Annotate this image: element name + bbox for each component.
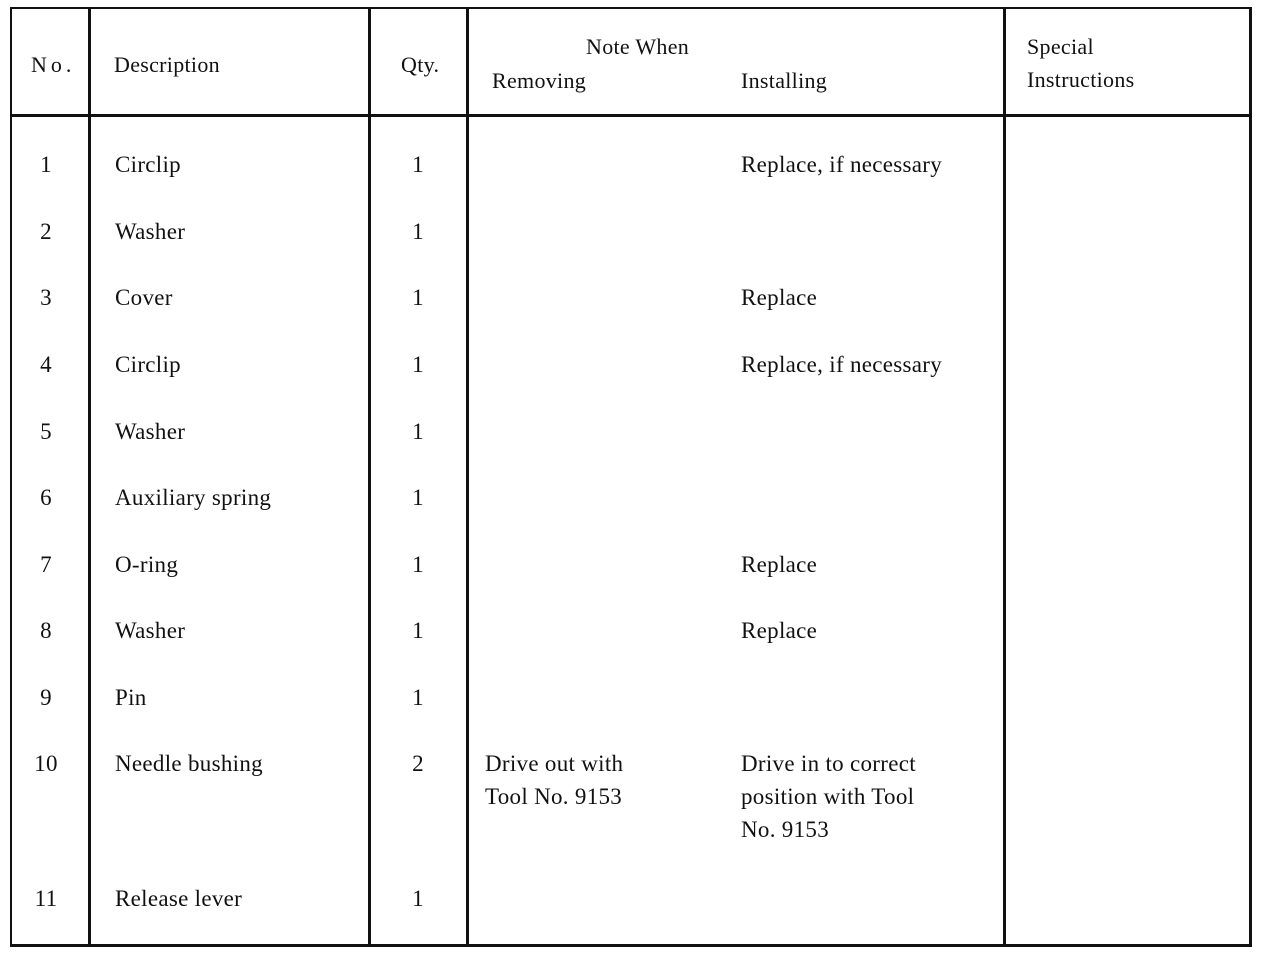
- column-divider: [368, 7, 371, 947]
- cell-description: Washer: [115, 419, 186, 444]
- cell-qty: 1: [412, 285, 424, 310]
- cell-no: 4: [40, 352, 52, 377]
- cell-description: Auxiliary spring: [115, 485, 272, 510]
- header-special-line2: Instructions: [1027, 67, 1135, 92]
- header-divider: [10, 114, 1252, 117]
- header-removing: Removing: [492, 68, 587, 93]
- column-divider: [88, 7, 91, 947]
- cell-qty: 1: [412, 552, 424, 577]
- table-top-border: [10, 7, 1252, 9]
- cell-description: Pin: [115, 685, 147, 710]
- cell-no: 5: [40, 419, 52, 444]
- header-note-when: Note When: [586, 34, 690, 59]
- cell-installing: Replace, if necessary: [741, 352, 943, 377]
- cell-qty: 1: [412, 152, 424, 177]
- cell-qty: 1: [412, 219, 424, 244]
- cell-qty: 1: [412, 618, 424, 643]
- cell-no: 1: [40, 152, 52, 177]
- cell-no: 2: [40, 219, 52, 244]
- cell-removing: Drive out with Tool No. 9153: [485, 751, 624, 809]
- cell-no: 6: [40, 485, 52, 510]
- cell-description: Needle bushing: [115, 751, 263, 776]
- header-qty: Qty.: [401, 52, 440, 77]
- table-right-border: [1249, 7, 1252, 947]
- header-description: Description: [114, 52, 220, 77]
- cell-no: 7: [40, 552, 52, 577]
- cell-qty: 1: [412, 685, 424, 710]
- cell-description: O-ring: [115, 552, 179, 577]
- header-installing: Installing: [741, 68, 828, 93]
- cell-installing: Replace: [741, 285, 818, 310]
- cell-qty: 1: [412, 419, 424, 444]
- cell-description: Washer: [115, 219, 186, 244]
- header-special-line1: Special: [1027, 34, 1094, 59]
- cell-description: Cover: [115, 285, 173, 310]
- cell-installing: Replace: [741, 552, 818, 577]
- cell-no: 8: [40, 618, 52, 643]
- cell-description: Release lever: [115, 886, 243, 911]
- cell-qty: 1: [412, 485, 424, 510]
- column-divider: [1003, 7, 1006, 947]
- cell-description: Washer: [115, 618, 186, 643]
- cell-qty: 1: [412, 352, 424, 377]
- cell-no: 10: [34, 751, 58, 776]
- cell-installing: Replace: [741, 618, 818, 643]
- cell-no: 9: [40, 685, 52, 710]
- cell-qty: 2: [412, 751, 424, 776]
- header-no: No.: [31, 52, 76, 77]
- cell-installing: Drive in to correct position with Tool No. 9153: [741, 751, 916, 842]
- column-divider: [466, 7, 469, 947]
- cell-no: 3: [40, 285, 52, 310]
- table-left-border: [10, 7, 12, 947]
- cell-qty: 1: [412, 886, 424, 911]
- table-bottom-border: [10, 944, 1252, 947]
- cell-installing: Replace, if necessary: [741, 152, 943, 177]
- cell-description: Circlip: [115, 152, 181, 177]
- cell-description: Circlip: [115, 352, 181, 377]
- cell-no: 11: [34, 886, 58, 911]
